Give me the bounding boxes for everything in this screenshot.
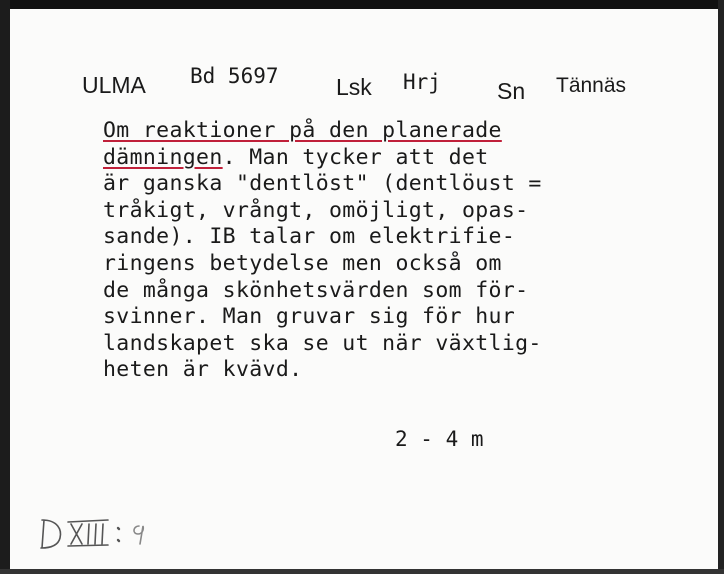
body-line-rest: . Man tycker att det: [222, 144, 489, 170]
body-line: landskapet ska se ut när växtlig-: [103, 330, 542, 356]
scan-edge-top: [0, 0, 724, 9]
body-line: tråkigt, vrångt, omöjligt, opas-: [103, 197, 529, 223]
scan-edge-bottom: [0, 569, 724, 574]
distance-note: 2 - 4 m: [395, 427, 484, 451]
card-body: [103, 118, 663, 384]
body-line: är ganska "dentlöst" (dentlöust =: [103, 171, 542, 197]
collection-code: ULMA: [82, 72, 146, 98]
body-line: heten är kvävd.: [103, 357, 303, 383]
body-line: ringens betydelse men också om: [103, 250, 502, 276]
body-line: svinner. Man gruvar sig för hur: [103, 304, 516, 330]
body-line: [103, 145, 663, 172]
sn-label: Sn: [497, 78, 526, 104]
scan-edge-right: [718, 0, 724, 574]
lsk-value: Hrj: [403, 70, 441, 94]
underlined-topic: Om reaktioner på den planerade: [103, 118, 502, 143]
body-line: de många skönhetsvärden som för-: [103, 277, 529, 303]
body-line: sande). IB talar om elektrifie-: [103, 224, 516, 250]
body-line: [103, 118, 663, 145]
handwritten-annotation: [38, 514, 168, 554]
underlined-topic-end: dämningen: [103, 144, 223, 170]
sn-value: Tännäs: [556, 74, 627, 97]
lsk-label: Lsk: [336, 74, 372, 100]
scan-edge-left: [0, 0, 10, 574]
record-number: Bd 5697: [190, 64, 279, 88]
